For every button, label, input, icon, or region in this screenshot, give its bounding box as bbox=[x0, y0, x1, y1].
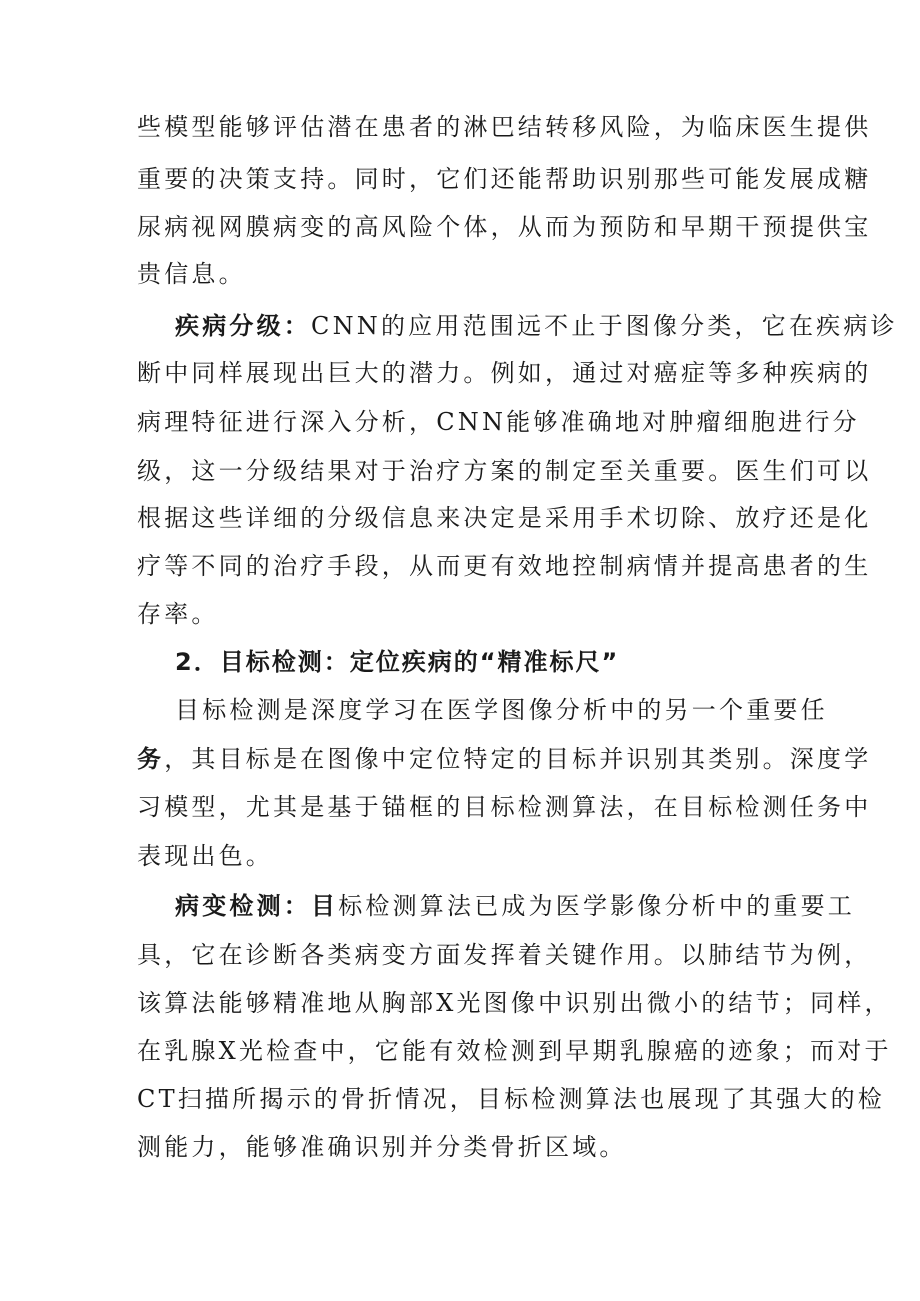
paragraph-4-line-4: 在乳腺X光检查中，它能有效检测到早期乳腺癌的迹象；而对于 bbox=[137, 1037, 892, 1065]
paragraph-3-bold-char: 务 bbox=[137, 745, 165, 773]
paragraph-2-line-1 bbox=[175, 306, 898, 346]
paragraph-3-line-4: 表现出色。 bbox=[137, 842, 273, 870]
paragraph-1-line-4: 贵信息。 bbox=[137, 260, 246, 288]
paragraph-2-line-2: 断中同样展现出巨大的潜力。例如，通过对癌症等多种疾病的 bbox=[137, 359, 872, 387]
paragraph-3-line-2-text: ，其目标是在图像中定位特定的目标并识别其类别。深度学 bbox=[164, 745, 872, 773]
paragraph-4-line-3: 该算法能够精准地从胸部X光图像中识别出微小的结节；同样， bbox=[137, 989, 892, 1017]
paragraph-4-line-2: 具，它在诊断各类病变方面发挥着关键作用。以肺结节为例， bbox=[137, 941, 872, 969]
paragraph-3-line-3: 习模型，尤其是基于锚框的目标检测算法，在目标检测任务中 bbox=[137, 793, 872, 821]
paragraph-1-line-3: 尿病视网膜病变的高风险个体，从而为预防和早期干预提供宝 bbox=[137, 213, 872, 241]
paragraph-2-line-4: 级，这一分级结果对于治疗方案的制定至关重要。医生们可以 bbox=[137, 457, 872, 485]
paragraph-3-line-1: 目标检测是深度学习在医学图像分析中的另一个重要任 bbox=[175, 696, 828, 724]
paragraph-3-line-2 bbox=[137, 739, 872, 779]
lesion-detection-label: 病变检测：目 bbox=[175, 892, 339, 920]
disease-grading-label: 疾病分级： bbox=[175, 312, 311, 340]
paragraph-2-line-7: 存率。 bbox=[137, 600, 219, 628]
paragraph-1-line-2: 重要的决策支持。同时，它们还能帮助识别那些可能发展成糖 bbox=[137, 165, 872, 193]
paragraph-2-line-3: 病理特征进行深入分析，CNN能够准确地对肿瘤细胞进行分 bbox=[137, 408, 860, 436]
paragraph-2-line-1-text: CNN的应用范围远不止于图像分类，它在疾病诊 bbox=[311, 312, 898, 340]
paragraph-4-line-6: 测能力，能够准确识别并分类骨折区域。 bbox=[137, 1133, 627, 1161]
section-heading: 2．目标检测：定位疾病的“精准标尺” bbox=[175, 648, 620, 676]
paragraph-4-line-1 bbox=[175, 886, 856, 926]
paragraph-4-line-1-text: 标检测算法已成为医学影像分析中的重要工 bbox=[338, 892, 856, 920]
paragraph-1-line-1: 些模型能够评估潜在患者的淋巴结转移风险，为临床医生提供 bbox=[137, 113, 872, 141]
paragraph-4-line-5: CT扫描所揭示的骨折情况，目标检测算法也展现了其强大的检 bbox=[137, 1085, 885, 1113]
paragraph-2-line-5: 根据这些详细的分级信息来决定是采用手术切除、放疗还是化 bbox=[137, 504, 872, 532]
paragraph-2-line-6: 疗等不同的治疗手段，从而更有效地控制病情并提高患者的生 bbox=[137, 552, 872, 580]
